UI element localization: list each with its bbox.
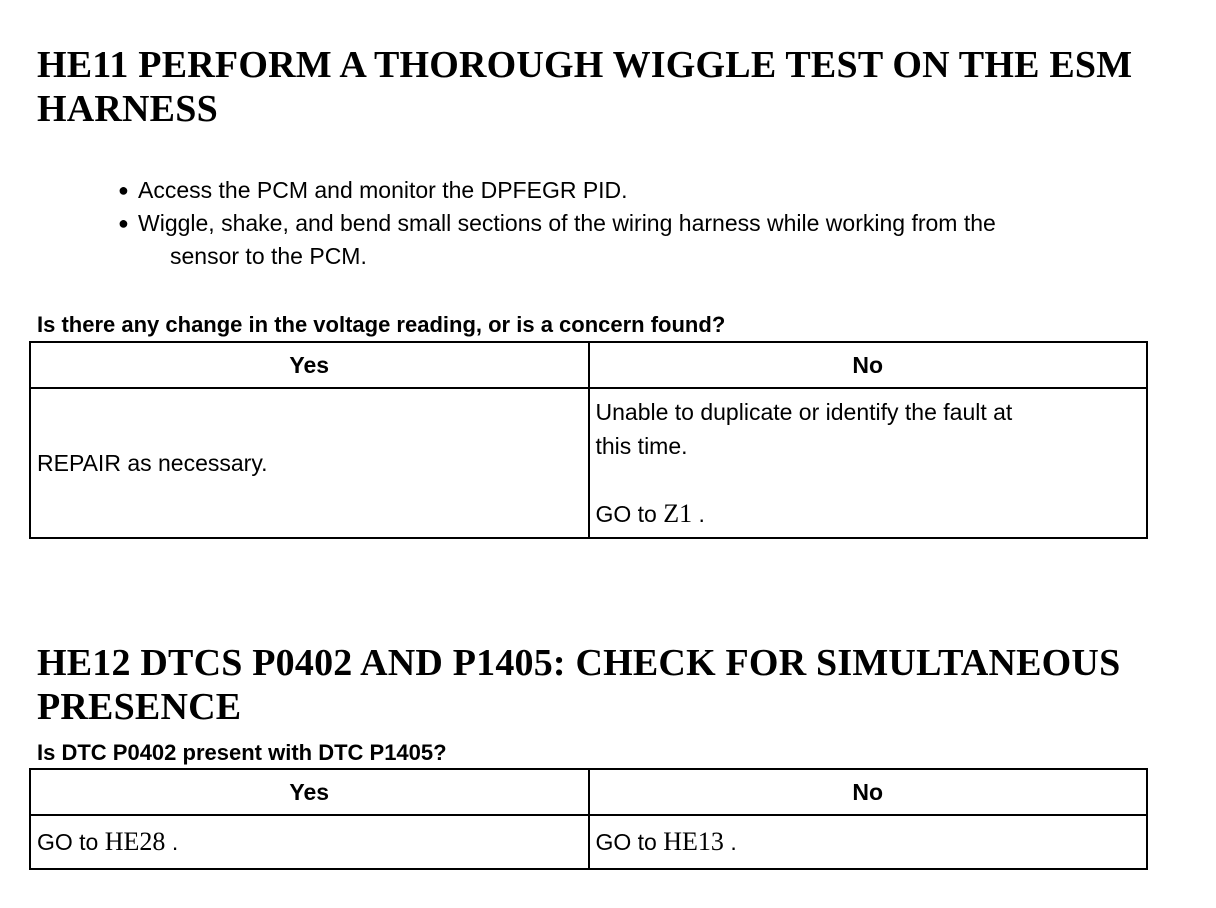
heading-line: HE12 DTCS P0402 AND P1405: CHECK FOR SIMULTANEOUS bbox=[37, 642, 1121, 684]
yes-header: Yes bbox=[30, 769, 589, 815]
table-row bbox=[30, 388, 1147, 538]
list-item-text-continued: sensor to the PCM. bbox=[170, 243, 367, 269]
table-row bbox=[30, 815, 1147, 869]
question-he12: Is DTC P0402 present with DTC P1405? bbox=[37, 740, 447, 765]
heading-line: HE11 PERFORM A THOROUGH WIGGLE TEST ON THE ESM bbox=[37, 44, 1133, 86]
no-text-line: Unable to duplicate or identify the fault at bbox=[595, 399, 1013, 425]
go-to-label: GO to bbox=[37, 829, 99, 855]
no-cell bbox=[589, 815, 1148, 869]
yes-cell bbox=[30, 388, 589, 538]
step-reference: Z1 bbox=[663, 499, 693, 528]
list-item bbox=[118, 207, 1188, 273]
go-to-label: GO to bbox=[595, 829, 657, 855]
go-to-link[interactable] bbox=[596, 829, 737, 855]
yes-action-text: REPAIR as necessary. bbox=[37, 449, 268, 476]
yes-cell bbox=[30, 815, 589, 869]
list-item-text: Access the PCM and monitor the DPFEGR PID. bbox=[138, 177, 628, 203]
no-cell bbox=[589, 388, 1148, 538]
bullet-icon: ● bbox=[118, 213, 129, 233]
no-text-line: this time. bbox=[595, 433, 688, 459]
no-header: No bbox=[589, 342, 1148, 388]
list-item-text: Wiggle, shake, and bend small sections of the wiring harness while working from the bbox=[138, 210, 996, 236]
table-header-row bbox=[30, 769, 1147, 815]
bullet-icon: ● bbox=[118, 180, 129, 200]
step-reference: HE13 bbox=[663, 827, 724, 856]
list-item bbox=[118, 174, 1188, 207]
decision-table-he11 bbox=[29, 341, 1148, 539]
question-he11: Is there any change in the voltage reading, or is a concern found? bbox=[37, 312, 726, 337]
table-header-row bbox=[30, 342, 1147, 388]
period: . bbox=[730, 829, 737, 855]
go-to-label: GO to bbox=[595, 501, 657, 527]
yes-header: Yes bbox=[30, 342, 589, 388]
heading-line: HARNESS bbox=[37, 88, 218, 130]
period: . bbox=[698, 501, 705, 527]
step-reference: HE28 bbox=[104, 827, 166, 856]
go-to-link[interactable] bbox=[37, 829, 178, 855]
section-he12-heading bbox=[37, 641, 1120, 729]
period: . bbox=[171, 829, 179, 855]
no-header: No bbox=[589, 769, 1148, 815]
instruction-list bbox=[118, 174, 1188, 273]
go-to-link[interactable] bbox=[596, 497, 705, 531]
heading-line: PRESENCE bbox=[37, 686, 242, 728]
decision-table-he12 bbox=[29, 768, 1148, 870]
section-he11-heading bbox=[37, 43, 1132, 131]
